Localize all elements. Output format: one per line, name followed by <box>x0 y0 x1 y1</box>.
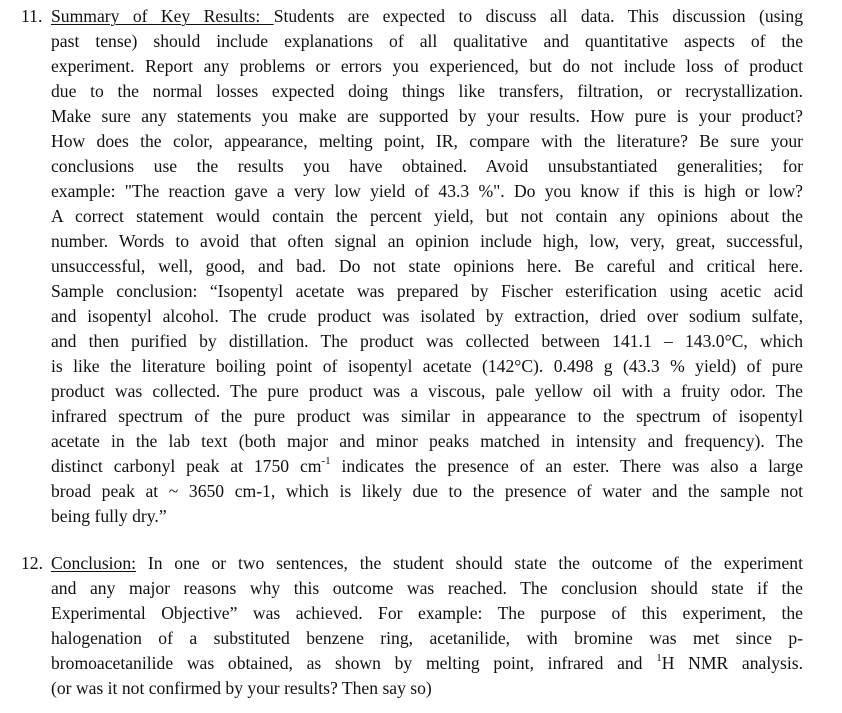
item-number: 12. <box>21 553 43 573</box>
section-heading-summary: Summary of Key Results: <box>51 6 274 26</box>
paragraph-line: due to the normal losses expected doing things like transfers, filtration, or recrystallization. <box>51 81 803 101</box>
paragraph-line: past tense) should include explanations of all qualitative and quantitative aspects of the <box>51 31 803 51</box>
paragraph-line: acetate in the lab text (both major and minor peaks matched in intensity and frequency). The <box>51 431 803 451</box>
paragraph-line: broad peak at ~ 3650 cm-1, which is likely due to the presence of water and the sample not <box>51 481 803 501</box>
line-text: Students are expected to discuss all data. This discussion (using <box>273 6 803 26</box>
paragraph-line: (or was it not confirmed by your results? Then say so) <box>51 678 432 698</box>
paragraph-line: halogenation of a substituted benzene ring, acetanilide, with bromine was met since p- <box>51 628 803 648</box>
paragraph-line: and isopentyl alcohol. The crude product was isolated by extraction, dried over sodium sulfate, <box>51 306 803 326</box>
superscript: -1 <box>321 455 331 468</box>
paragraph-line: unsuccessful, well, good, and bad. Do not state opinions here. Be careful and critical here. <box>51 256 803 276</box>
paragraph-line: is like the literature boiling point of isopentyl acetate (142°C). 0.498 g (43.3 % yield) of pure <box>51 356 803 376</box>
paragraph-line: Sample conclusion: “Isopentyl acetate was prepared by Fischer esterification using acetic acid <box>51 281 803 301</box>
paragraph-line <box>51 651 803 676</box>
item-body <box>51 4 803 529</box>
paragraph-line: A correct statement would contain the percent yield, but not contain any opinions about the <box>51 206 803 226</box>
line-text: bromoacetanilide was obtained, as shown by melting point, infrared and <box>51 653 657 673</box>
paragraph-line: conclusions use the results you have obtained. Avoid unsubstantiated generalities; for <box>51 156 803 176</box>
paragraph-line: example: "The reaction gave a very low yield of 43.3 %". Do you know if this is high or low? <box>51 181 803 201</box>
paragraph-line: experiment. Report any problems or errors you experienced, but do not include loss of product <box>51 56 803 76</box>
paragraph-line: and then purified by distillation. The product was collected between 141.1 – 143.0°C, which <box>51 331 803 351</box>
paragraph-line <box>51 454 803 479</box>
paragraph-line: Experimental Objective” was achieved. For example: The purpose of this experiment, the <box>51 603 803 623</box>
line-text: distinct carbonyl peak at 1750 cm <box>51 456 322 476</box>
paragraph-line: Make sure any statements you make are supported by your results. How pure is your product? <box>51 106 803 126</box>
section-heading-conclusion: Conclusion: <box>51 553 137 573</box>
paragraph-line: How does the color, appearance, melting point, IR, compare with the literature? Be sure your <box>51 131 803 151</box>
paragraph-line <box>51 551 803 576</box>
line-text: In one or two sentences, the student should state the outcome of the experiment <box>136 553 803 573</box>
item-body <box>51 551 803 701</box>
line-text: indicates the presence of an ester. There was also a large <box>330 456 804 476</box>
paragraph-line <box>51 4 803 29</box>
paragraph-line: infrared spectrum of the pure product was similar in appearance to the spectrum of isopentyl <box>51 406 803 426</box>
item-number: 11. <box>21 6 43 26</box>
paragraph-line: and any major reasons why this outcome was reached. The conclusion should state if the <box>51 578 803 598</box>
paragraph-line: being fully dry.” <box>51 506 167 526</box>
paragraph-line: number. Words to avoid that often signal an opinion include high, low, very, great, successful, <box>51 231 803 251</box>
paragraph-line: product was collected. The pure product was a viscous, pale yellow oil with a fruity odor. The <box>51 381 803 401</box>
line-text: H NMR analysis. <box>661 653 804 673</box>
superscript: 1 <box>656 652 662 665</box>
